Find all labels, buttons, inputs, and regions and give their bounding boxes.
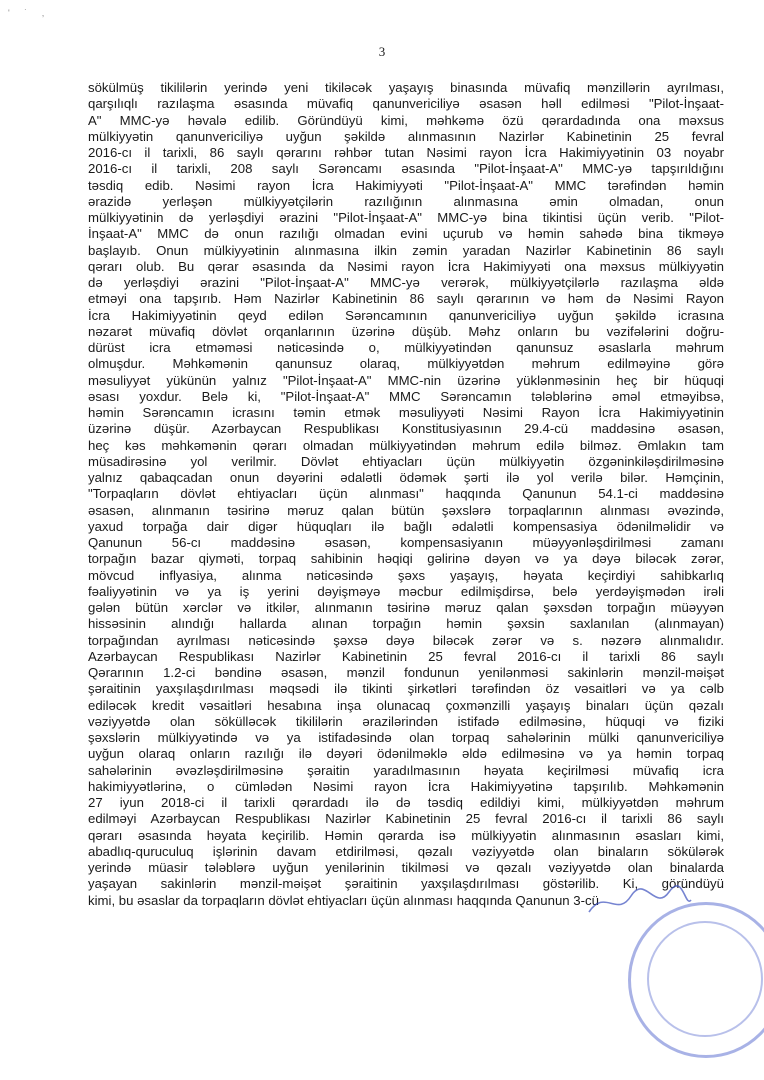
document-body <box>88 80 724 909</box>
text-line: yalnız qabaqcadan onun dəyərini ədalətli ödəmək şərti ilə yol verilə bilər. Həmçinin, <box>88 470 724 485</box>
text-line: şəxslərin mülkiyyətində və ya istifadəsində olan torpaq sahələrinin mülki qanunvericiliyə <box>88 730 724 745</box>
text-line: mülkiyyətinin də yerləşdiyi ərazini "Pilot-İnşaat-A" MMC-yə bina tikintisi üçün verib. "Pilot- <box>88 210 724 225</box>
text-line: kimi, bu əsaslar da torpaqların dövlət ehtiyacları üçün alınması haqqında Qanunun 3-cü <box>88 892 599 908</box>
text-line: 2016-cı il tarixli, 86 saylı qərarını rəhbər tutan Nəsimi rayon İcra Hakimiyyətinin 03 noyabr <box>88 145 724 160</box>
text-line: də yerləşdiyi ərazini "Pilot-İnşaat-A" MMC-yə verərək, mülkiyyətçilərlə razılaşma əldə <box>88 275 724 290</box>
text-line: qərarı olub. Bu qərar əsasında da Nəsimi rayon İcra Hakimiyyəti ona məxsus mülkiyyətin <box>88 258 724 274</box>
text-line: 27 iyun 2018-ci il tarixli qərardadı ilə də təsdiq edildiyi kimi, mülkiyyətdən məhrum <box>88 795 724 810</box>
text-line: edilməyi Azərbaycan Respublikası Nazirlər Kabinetinin 25 fevral 2016-cı il tarixli 86 saylı <box>88 811 724 827</box>
text-line: yerində müasir tələblərə uyğun yenilərinin tikilməsi və qəzalı vəziyyətdə olan binalarda <box>88 860 724 875</box>
text-line: üzərinə düşür. Azərbaycan Respublikası Konstitusiyasının 29.4-cü maddəsinə əsasən, <box>88 421 724 437</box>
text-line: gələn bütün xərclər və itkilər, alınmanın təsirinə məruz qalan şəxsdən torpağın müəyyən <box>88 600 724 615</box>
text-line: İnşaat-A" MMC də onun razılığı olmadan evini uçurub və həmin sahədə bina tikməyə <box>88 226 724 242</box>
text-line: başlayıb. Onun mülkiyyətinin alınmasına ilkin zəmin yaradan Nazirlər Kabinetinin 86 saylı <box>88 242 724 258</box>
text-line: A" MMC-yə həvalə edilib. Göründüyü kimi, məhkəmə özü qərardadında ona məxsus <box>88 112 724 128</box>
text-line: qarşılıqlı razılaşma əsasında müvafiq qanunvericiliyə əsasən həll edilməsi "Pilot-İnşaat- <box>88 96 724 112</box>
text-line: məsuliyyət yükünün yalnız "Pilot-İnşaat-A" MMC-nin üzərinə yüklənməsinin heç bir hüquqi <box>88 372 724 388</box>
scan-marks: ' ˙ , <box>8 8 51 18</box>
text-line: hissəsinin alındığı hallarda alınan torpağın həmin şəxsin saxlanılan (alınmayan) <box>88 616 724 632</box>
text-line: Azərbaycan Respublikası Nazirlər Kabinetinin 25 fevral 2016-cı il tarixli 86 saylı <box>88 648 724 664</box>
text-line: Qanunun 56-cı maddəsinə əsasən, kompensasiyanın müəyyənləşdirilməsi zamanı <box>88 535 724 550</box>
text-line: 2016-cı il tarixli, 208 saylı Sərəncamı əsasında "Pilot-İnşaat-A" MMC-yə tapşırıldığını <box>88 161 724 177</box>
text-line: torpağın bazar qiyməti, torpaq sahibinin həqiqi gəlirinə dəyən və ya dəyə biləcək zərər, <box>88 551 724 567</box>
text-line: Qərarının 1.2-ci bəndinə əsasən, mənzil fondunun yenilənməsi sakinlərin mənzil-məişət <box>88 665 724 680</box>
text-line: dürüst icra etməməsi nəticəsində o, mülkiyyətindən qanunsuz əsaslarla məhrum <box>88 340 724 355</box>
text-line: nəzarət müvafiq dövlət orqanlarının üzərinə düşüb. Məhz onların bu vəzifələrini doğru- <box>88 323 724 339</box>
text-line: şəraitinin yaxşılaşdırılması məqsədi ilə tikinti şirkətləri tərəfindən öz vəsaitləri və ya cəlb <box>88 681 724 697</box>
text-line: etməyi ona tapşırıb. Həm Nazirlər Kabinetinin 86 saylı qərarının və həm də Nəsimi Rayon <box>88 291 724 307</box>
text-line: əsası yoxdur. Belə ki, "Pilot-İnşaat-A" MMC Sərəncamın tələblərinə əməl etməyibsə, <box>88 388 724 404</box>
text-line: yaxud torpağa dair digər hüquqları ilə bağlı ədalətli kompensasiya ödənilməlidir və <box>88 518 724 534</box>
text-line: yaşayan sakinlərin mənzil-məişət şəraitinin yaxşılaşdırılması göstərilib. Ki, göründüyü <box>88 876 724 892</box>
text-line: mülkiyyətin qanunvericiliyə uyğun şəkildə alınmasının Nazirlər Kabinetinin 25 fevral <box>88 128 724 144</box>
text-line: qərarı əsasında həyata keçirilib. Həmin qərarda isə mülkiyyətin alınmasının əsasları kimi, <box>88 827 724 843</box>
text-line: həmin Sərəncamın icrasını təmin etmək məsuliyyəti Nəsimi Rayon İcra Hakimiyyətinin <box>88 405 724 420</box>
text-line: heç kəs məhkəmənin qərarı olmadan mülkiyyətindən məhrum edilə bilməz. Əmlakın tam <box>88 437 724 453</box>
text-line: abadlıq-quruculuq işlərinin davam etdirilməsi, qəzalı vəziyyətdə olan binaların sökülərək <box>88 843 724 859</box>
text-line: torpağından ayrılması nəticəsində şəxsə dəyə biləcək zərər və s. nəzərə alınmalıdır. <box>88 632 724 648</box>
text-line: olmuşdur. Məhkəmənin qanunsuz olaraq, mülkiyyətdən məhrum edilməyinə görə <box>88 356 724 372</box>
official-stamp <box>628 902 764 1058</box>
text-line: təsdiq edib. Nəsimi rayon İcra Hakimiyyəti "Pilot-İnşaat-A" MMC tərəfindən həmin <box>88 177 724 193</box>
text-line: ərazidə yerləşən mülkiyyətçilərin razılığının alınmasına əmin olmadan, onun <box>88 193 724 209</box>
text-line: İcra Hakimiyyətinin qeyd edilən Sərəncamının qanunvericiliyə uyğun şəkildə icrasına <box>88 307 724 323</box>
text-line: hakimiyyətlərinə, o cümlədən Nəsimi rayon İcra Hakimiyyətinə tapşırılıb. Məhkəmənin <box>88 778 724 794</box>
page-number: 3 <box>378 44 386 59</box>
text-line: müsadirəsinə yol verilmir. Dövlət ehtiyacları üçün mülkiyyətin özgəninkiləşdirilməsinə <box>88 453 724 469</box>
stamp-inner-ring <box>647 921 763 1037</box>
text-line: mövcud inflyasiya, alınma nəticəsində şəxs yaşayış, həyata keçirdiyi sahibkarlıq <box>88 567 724 583</box>
text-line: sökülmüş tikililərin yerində yeni tikiləcək yaşayış binasında müvafiq mənzillərin ayrılması, <box>88 80 724 95</box>
text-line: "Torpaqların dövlət ehtiyacları üçün alınması" haqqında Qanunun 54.1-ci maddəsinə <box>88 486 724 502</box>
text-line: əsasən, alınmanın təsirinə məruz qalan bütün şəxslərə torpaqlarının alınması əvəzində, <box>88 502 724 518</box>
text-line: fəaliyyətinin və ya iş yerini dəyişməyə məcbur edilmişdirsə, belə yerdəyişmədən irəli <box>88 583 724 599</box>
text-line: uyğun olaraq onların razılığı ilə dəyəri ödənilməklə əldə edilməsinə və ya həmin torpaq <box>88 746 724 762</box>
text-line: vəziyyətdə olan sökülləcək tikililərin ərazilərindən istifadə edilməsinə, hüquqi və fiziki <box>88 713 724 729</box>
text-line: sahələrinin əvəzləşdirilməsinə şəraitin yaradılmasının həyata keçirilməsi müvafiq icra <box>88 762 724 778</box>
text-line: ediləcək kredit vəsaitləri hesabına inşa olunacaq çoxmənzilli yaşayış binaları üçün qəzalı <box>88 697 724 713</box>
